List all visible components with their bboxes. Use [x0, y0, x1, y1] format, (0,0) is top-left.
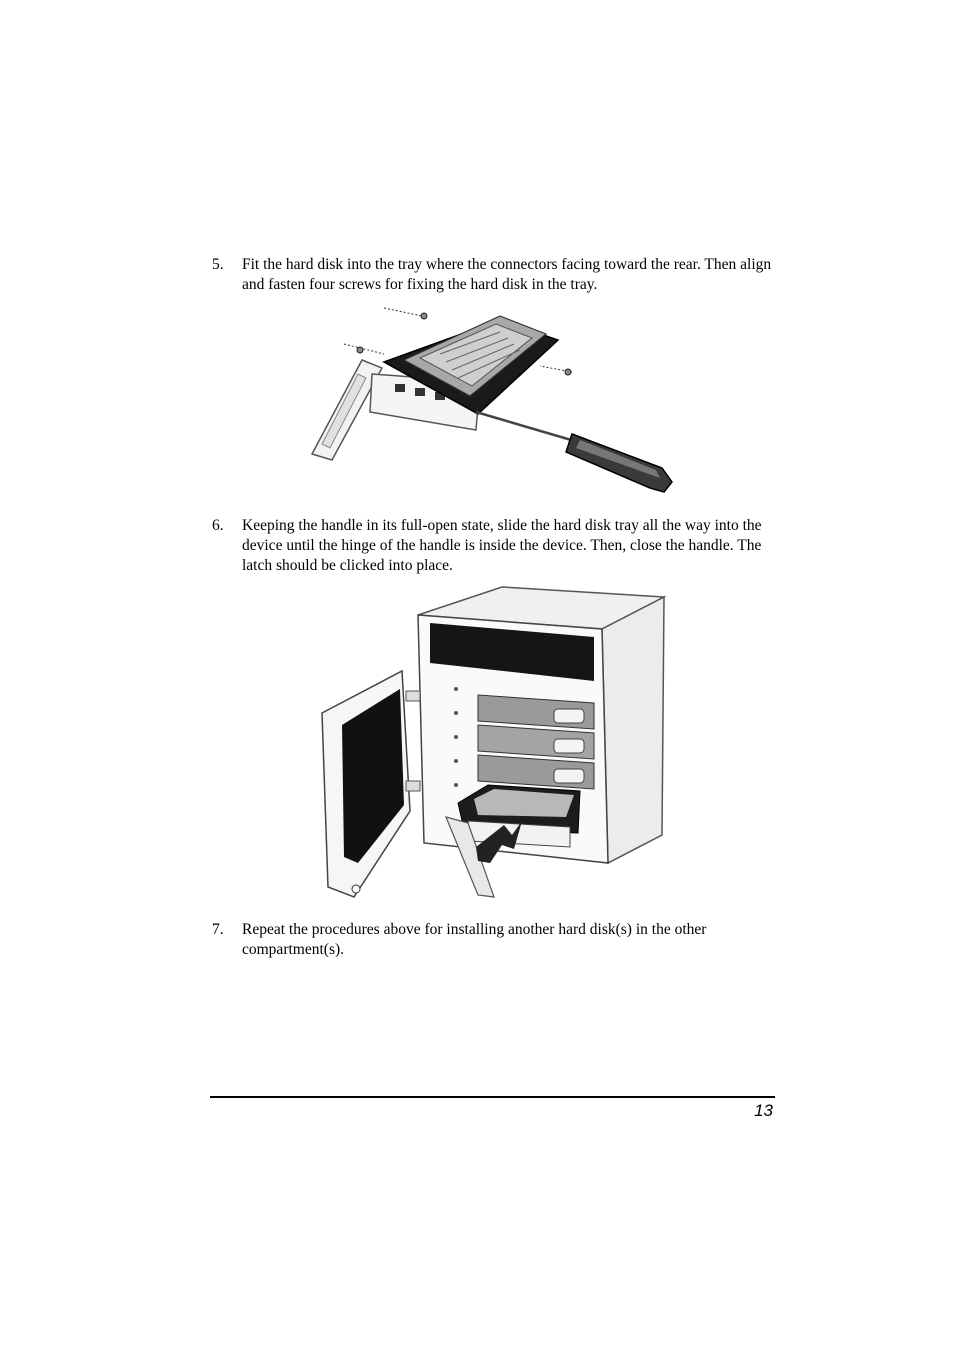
page-number: 13: [754, 1101, 773, 1120]
step-number: 6.: [212, 517, 224, 534]
nas-device-insert-tray-illustration: [318, 585, 666, 900]
step-number: 5.: [212, 256, 224, 273]
step-text: Fit the hard disk into the tray where the connectors facing toward the rear. Then align and fasten four screws for fixing the hard disk in the tray.: [242, 256, 772, 293]
step-text: Keeping the handle in its full-open state, slide the hard disk tray all the way into the device until the hinge of the handle is inside the device. Then, close the handle. The latch should be clicked into place.: [242, 517, 762, 574]
step-number: 7.: [212, 921, 224, 938]
footer-divider: [210, 1096, 775, 1098]
hard-disk-tray-illustration: [300, 302, 680, 502]
step-text: Repeat the procedures above for installing another hard disk(s) in the other compartment(s).: [242, 921, 707, 958]
